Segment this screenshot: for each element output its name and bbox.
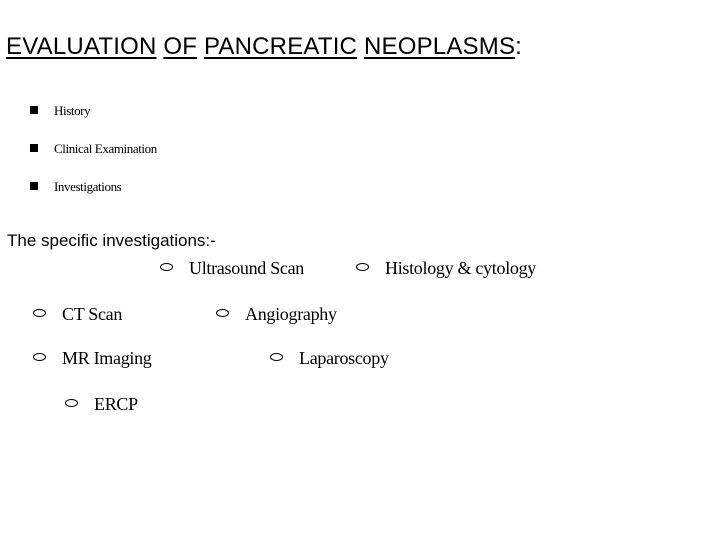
list-item [30,92,157,130]
investigation-item [160,258,304,279]
investigation-mr-imaging: MR Imaging [62,348,152,368]
investigation-item [356,258,536,279]
square-bullet-icon [30,182,38,190]
bullet-label-history: History [54,103,91,118]
investigation-angiography: Angiography [245,304,337,324]
ring-bullet-icon [216,309,229,317]
ring-bullet-icon [270,353,283,361]
investigation-histology-cytology: Histology & cytology [385,258,536,278]
list-item [30,168,157,206]
investigation-item [65,394,138,415]
investigation-ultrasound-scan: Ultrasound Scan [189,258,304,278]
list-item [30,130,157,168]
ring-bullet-icon [33,309,46,317]
title-word-of: OF [163,33,198,60]
title-colon: : [515,33,523,60]
ring-bullet-icon [65,399,78,407]
title-word-neoplasms: NEOPLASMS [363,33,516,60]
ring-bullet-icon [356,263,369,271]
bullet-label-investigations: Investigations [54,179,122,194]
slide-title [6,33,522,61]
ring-bullet-icon [33,353,46,361]
ring-bullet-icon [160,263,173,271]
investigation-item [33,304,122,325]
investigation-ercp: ERCP [94,394,138,414]
investigation-laparoscopy: Laparoscopy [299,348,389,368]
title-word-pancreatic: PANCREATIC [203,33,358,60]
investigation-ct-scan: CT Scan [62,304,123,324]
evaluation-bullet-list [30,92,157,206]
investigation-item [270,348,389,369]
specific-investigations-heading: The specific investigations:- [7,231,216,250]
investigation-item [33,348,152,369]
title-word-evaluation: EVALUATION [6,33,157,60]
square-bullet-icon [30,144,38,152]
bullet-label-clinical-examination: Clinical Examination [54,141,157,156]
square-bullet-icon [30,106,38,114]
investigation-item [216,304,337,325]
